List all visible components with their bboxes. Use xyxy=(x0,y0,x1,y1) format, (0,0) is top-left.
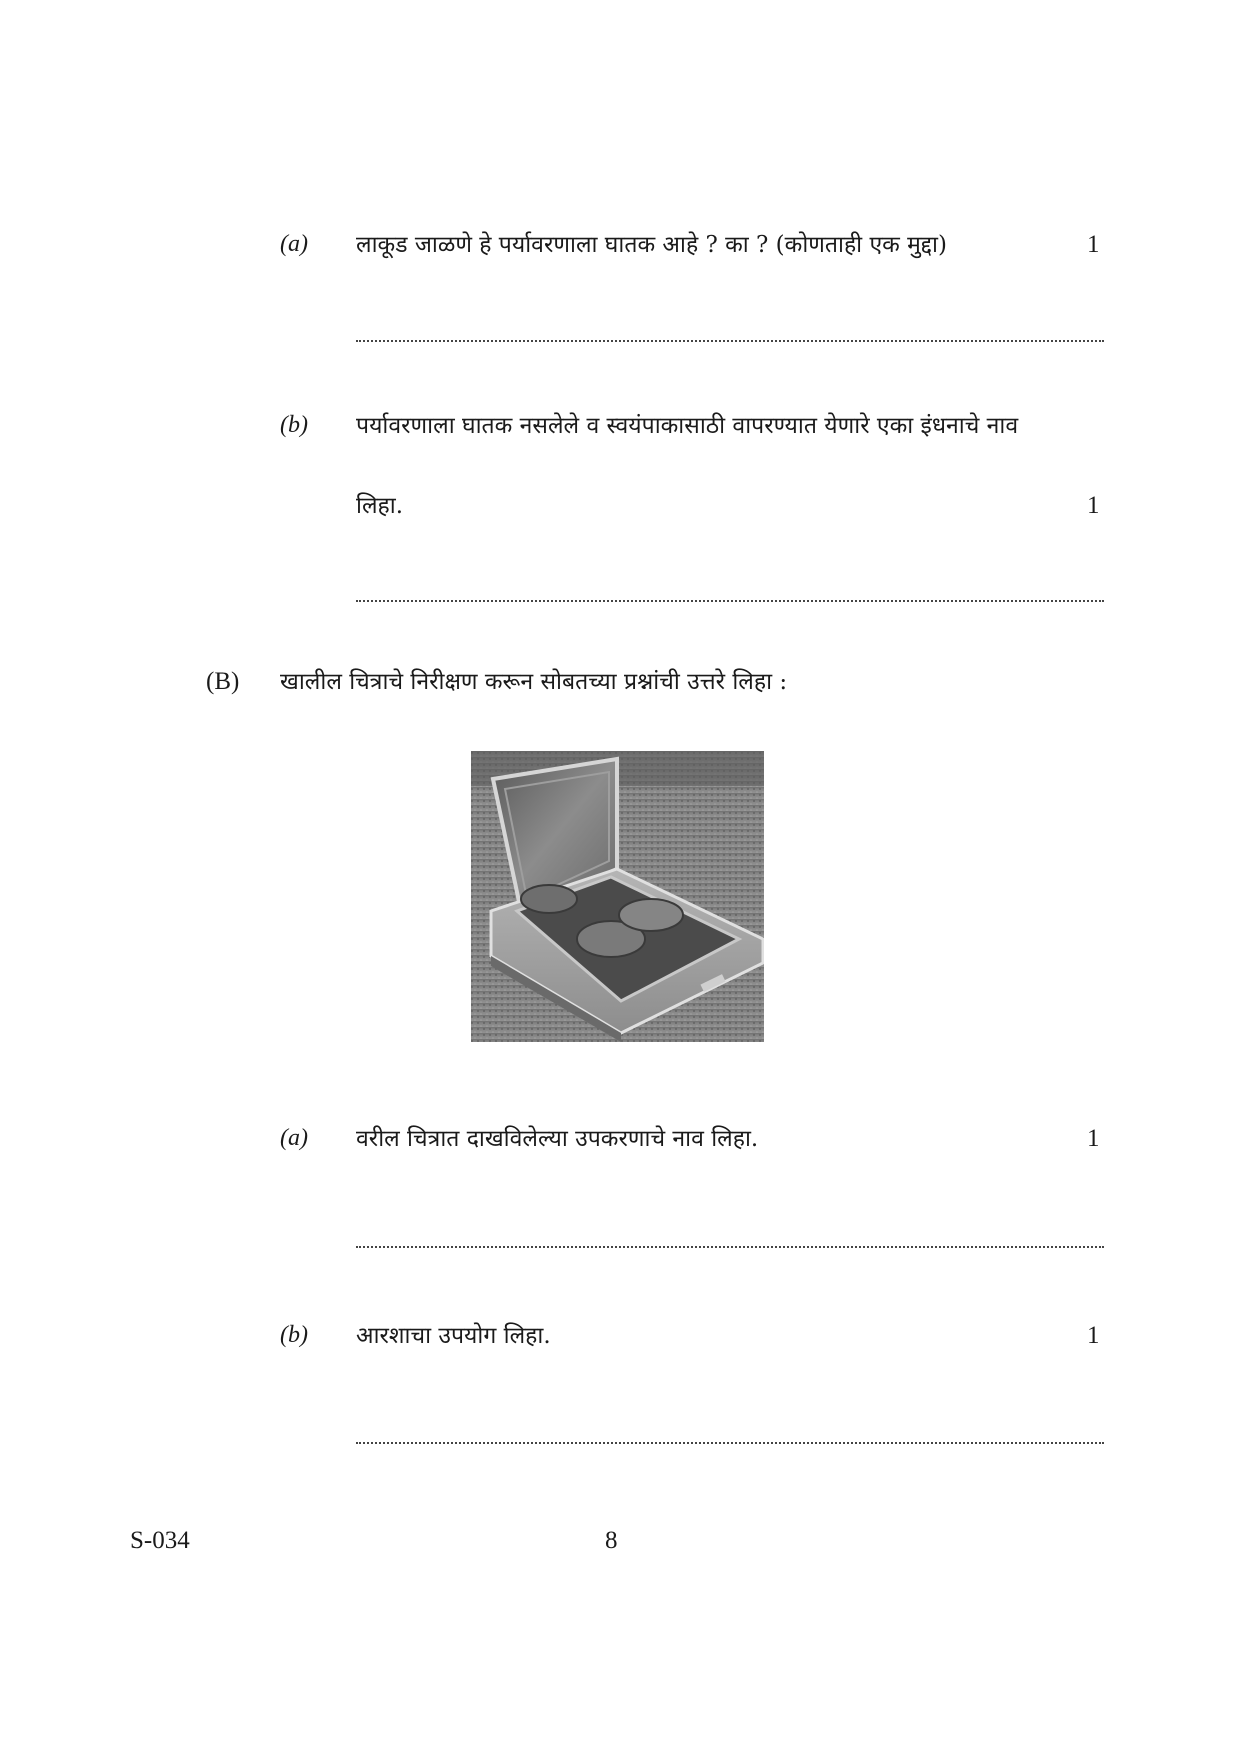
question-b-text-line2: लिहा. xyxy=(356,493,404,519)
question-b-text-line1: पर्यावरणाला घातक नसलेले व स्वयंपाकासाठी वापरण्यात येणारे एका इंधनाचे नाव xyxy=(356,413,1019,439)
answer-line[interactable] xyxy=(356,340,1104,342)
answer-line[interactable] xyxy=(356,1246,1104,1248)
question-b-a-label: (a) xyxy=(280,1125,308,1151)
answer-line[interactable] xyxy=(356,1442,1104,1444)
question-a-text: लाकूड जाळणे हे पर्यावरणाला घातक आहे ? का ? (कोणताही एक मुद्दा) xyxy=(356,232,947,258)
question-a-marks: 1 xyxy=(1087,231,1100,258)
question-a-label: (a) xyxy=(280,231,308,257)
question-b-b-marks: 1 xyxy=(1087,1322,1100,1349)
paper-code: S-034 xyxy=(130,1527,190,1554)
question-b-a-marks: 1 xyxy=(1087,1125,1100,1152)
answer-line[interactable] xyxy=(356,600,1104,602)
question-b-a-text: वरील चित्रात दाखविलेल्या उपकरणाचे नाव लिहा. xyxy=(356,1126,759,1152)
question-b-b-label: (b) xyxy=(280,1322,308,1348)
question-b-label: (b) xyxy=(280,412,308,438)
question-b-b-text: आरशाचा उपयोग लिहा. xyxy=(356,1323,551,1349)
page-number: 8 xyxy=(605,1527,618,1554)
question-b-marks: 1 xyxy=(1087,492,1100,519)
solar-cooker-photo xyxy=(471,751,764,1042)
section-b-instruction: खालील चित्राचे निरीक्षण करून सोबतच्या प्रश्नांची उत्तरे लिहा : xyxy=(280,669,788,695)
section-b-label: (B) xyxy=(206,668,240,695)
